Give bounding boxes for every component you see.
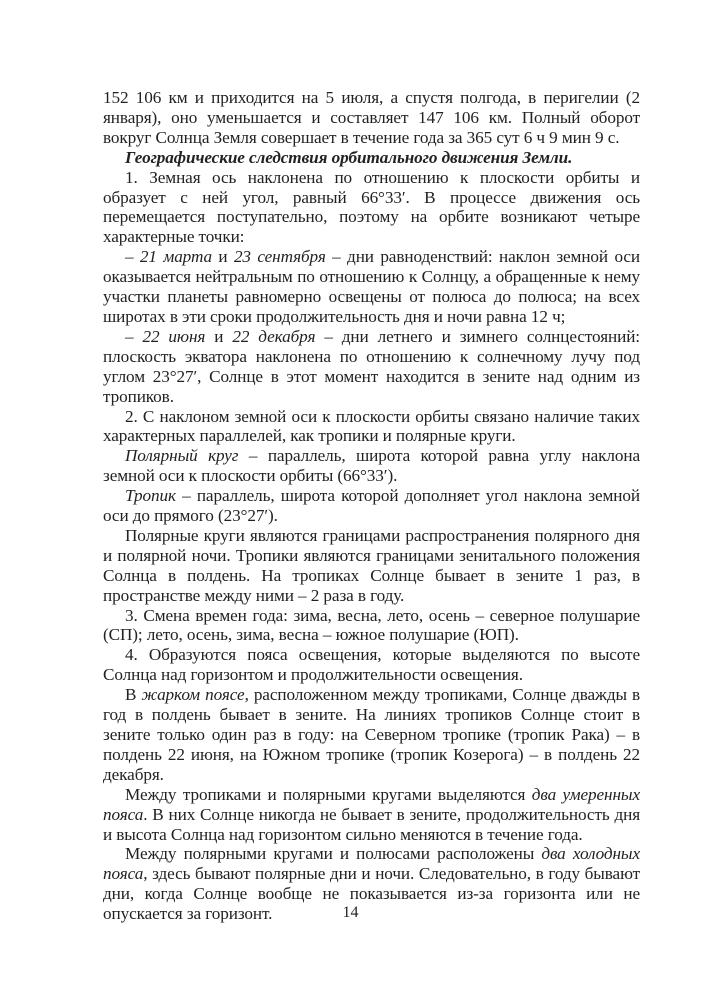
paragraph (103, 327, 640, 407)
page-body (103, 88, 640, 924)
paragraph (103, 526, 640, 606)
section-heading (103, 148, 640, 168)
paragraph (103, 168, 640, 248)
paragraph (103, 88, 640, 148)
text: 4. Образуются пояса освещения, которые выделяются по высоте Солнца над горизонтом и продолжительности освещения. (103, 645, 640, 685)
paragraph (103, 446, 640, 486)
text: 2. С наклоном земной оси к плоскости орбиты связано наличие таких характерных параллелей, как тропики и полярные круги. (103, 406, 640, 446)
text: и (211, 247, 234, 267)
text: Между полярными кругами и полюсами расположены (125, 844, 542, 864)
text: – дни равноденствий: наклон земной оси оказывается нейтральным по отношению к Солнцу, а обращенные к нему участки планеты равномерно освещены от полюса до полюса; на всех широтах в эти сроки продолжительность дня и ночи равна 12 ч; (103, 247, 640, 326)
text: – параллель, широта которой дополняет угол наклона земной оси до прямого (23°27′). (103, 486, 640, 526)
emphasis: жарком поясе (141, 685, 245, 705)
emphasis: 22 декабря (232, 326, 316, 346)
emphasis: – 22 июня (125, 326, 206, 346)
page-number: 14 (342, 904, 359, 921)
text: и (205, 326, 233, 346)
text: В (125, 685, 142, 705)
paragraph (103, 407, 640, 447)
text: 1. Земная ось наклонена по отношению к плоскости орбиты и образует с ней угол, равный 66°33′. В процессе движения ось перемещается поступательно, поэтому на орбите возникают четыре характерные точки: (103, 167, 640, 247)
paragraph (103, 486, 640, 526)
text: 152 106 км и приходится на 5 июля, а спустя полгода, в перигелии (2 января), оно уменьшается и составляет 147 106 км. Полный оборот вокруг Солнца Земля совершает в течение года за 365 сут 6 ч 9 мин 9 с. (103, 88, 640, 147)
text: . В них Солнце никогда не бывает в зените, продолжительность дня и высота Солнца над горизонтом сильно меняются в течение года. (103, 804, 640, 844)
text: – дни летнего и зимнего солнцестояний: плоскость экватора наклонена по отношению к солнечному лучу под углом 23°27′, Солнце в этот момент находится в зените над одним из тропиков. (103, 326, 640, 406)
paragraph (103, 247, 640, 327)
heading-text: Географические следствия орбитального движения Земли. (125, 147, 573, 167)
paragraph (103, 606, 640, 646)
paragraph (103, 785, 640, 845)
emphasis: Тропик (125, 486, 176, 506)
paragraph (103, 645, 640, 685)
text: Полярные круги являются границами распространения полярного дня и полярной ночи. Тропики являются границами зенитального положения Солнца в полдень. На тропиках Солнце бывает в зените 1 раз, в пространстве между ними – 2 раза в году. (103, 525, 640, 605)
text: Между тропиками и полярными кругами выделяются (125, 784, 532, 804)
emphasis: 23 сентября (233, 247, 326, 267)
emphasis: Полярный круг (125, 446, 239, 466)
text: – параллель, широта которой равна углу наклона земной оси к плоскости орбиты (66°33′). (103, 446, 640, 486)
paragraph (103, 685, 640, 785)
emphasis: – 21 марта (125, 247, 212, 267)
text: 3. Смена времен года: зима, весна, лето, осень – северное полушарие (СП); лето, осень, зима, весна – южное полушарие (ЮП). (103, 605, 640, 645)
text: , здесь бывают полярные дни и ночи. Следовательно, в году бывают дни, когда Солнце вообще не показывается из-за горизонта или не опускается за горизонт. (103, 864, 640, 924)
text: , расположенном между тропиками, Солнце дважды в год в полдень бывает в зените. На линиях тропиков Солнце стоит в зените только один раз в году: на Северном тропике (тропик Рака) – в полдень 22 июня, на Южном тропике (тропик Козерога) – в полдень 22 декабря. (103, 685, 640, 784)
emphasis: два умеренных пояса (103, 784, 640, 824)
emphasis: два холодных пояса (103, 844, 640, 884)
